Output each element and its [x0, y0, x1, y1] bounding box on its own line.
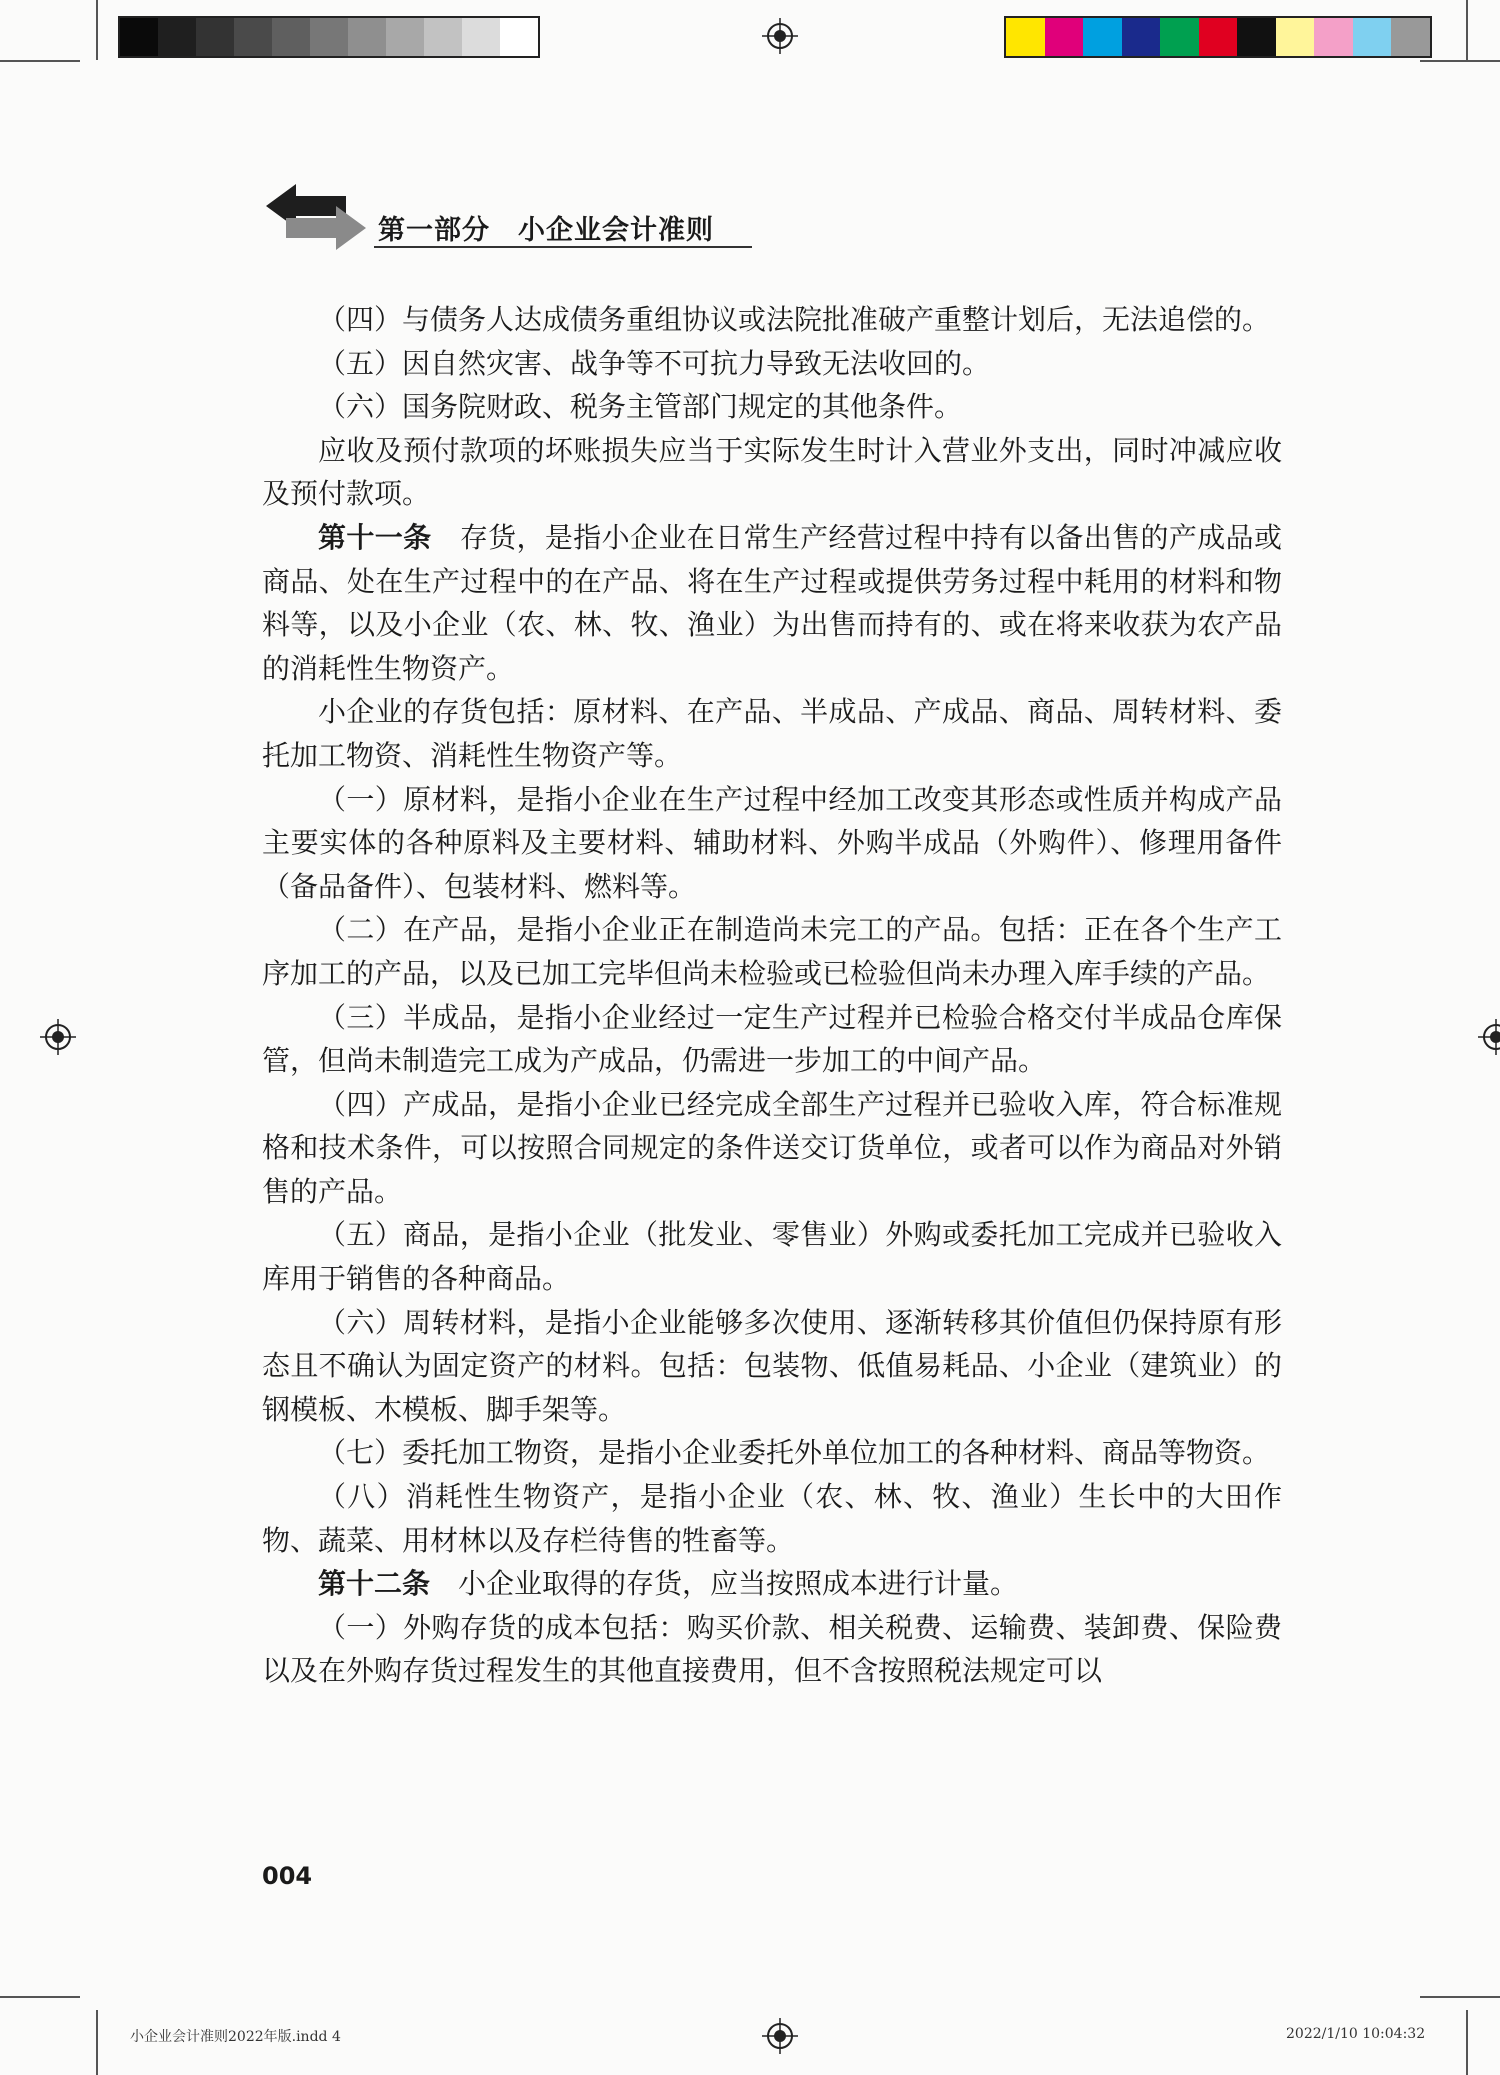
calibration-swatch	[120, 18, 158, 56]
calibration-swatch	[1391, 18, 1430, 56]
paragraph-text: 小企业的存货包括：原材料、在产品、半成品、产成品、商品、周转材料、委托加工物资、消耗性生物资产等。	[262, 695, 1282, 772]
crop-mark	[0, 60, 80, 62]
calibration-swatch	[272, 18, 310, 56]
calibration-swatch	[1160, 18, 1199, 56]
calibration-swatch	[158, 18, 196, 56]
calibration-swatch	[1276, 18, 1315, 56]
paragraph	[262, 1562, 1282, 1606]
article-number: 第十二条	[318, 1567, 431, 1601]
paragraph-text: （六）国务院财政、税务主管部门规定的其他条件。	[318, 390, 963, 424]
calibration-swatch	[1006, 18, 1045, 56]
crop-mark	[1466, 0, 1468, 60]
paragraph-text: 应收及预付款项的坏账损失应当于实际发生时计入营业外支出，同时冲减应收及预付款项。	[262, 433, 1282, 511]
calibration-swatch	[1353, 18, 1392, 56]
paragraph	[262, 1431, 1282, 1475]
color-calibration-strip	[1004, 16, 1432, 58]
paragraph	[262, 1301, 1282, 1432]
calibration-swatch	[1122, 18, 1161, 56]
crop-mark	[1466, 2010, 1468, 2075]
paragraph-text: （五）商品，是指小企业（批发业、零售业）外购或委托加工完成并已验收入库用于销售的各种商品。	[262, 1218, 1282, 1296]
slug-filename: 小企业会计准则2022年版.indd 4	[130, 2029, 341, 2045]
paragraph-text: （五）因自然灾害、战争等不可抗力导致无法收回的。	[318, 346, 991, 380]
registration-mark-icon	[40, 1019, 76, 1055]
registration-mark-icon	[1478, 1019, 1500, 1055]
paragraph	[262, 1475, 1282, 1562]
calibration-swatch	[196, 18, 234, 56]
paragraph-text: （一）外购存货的成本包括：购买价款、相关税费、运输费、装卸费、保险费以及在外购存货过程发生的其他直接费用，但不含按照税法规定可以	[262, 1610, 1282, 1688]
calibration-swatch	[234, 18, 272, 56]
running-header	[262, 180, 782, 260]
paragraph	[262, 342, 1282, 386]
calibration-swatch	[424, 18, 462, 56]
paragraph	[262, 996, 1282, 1083]
calibration-swatch	[462, 18, 500, 56]
calibration-swatch	[1314, 18, 1353, 56]
paragraph	[262, 1083, 1282, 1214]
paragraph	[262, 908, 1282, 995]
paragraph-text: （四）与债务人达成债务重组协议或法院批准破产重整计划后，无法追偿的。	[318, 303, 1271, 336]
calibration-swatch	[1237, 18, 1276, 56]
paragraph	[262, 385, 1282, 429]
crop-mark	[0, 1996, 80, 1998]
page-number: 004	[262, 1862, 313, 1890]
paragraph	[262, 429, 1282, 516]
part-title: 第一部分 小企业会计准则	[378, 215, 714, 246]
crop-mark	[1420, 60, 1500, 62]
paragraph-text: （六）周转材料，是指小企业能够多次使用、逐渐转移其价值但仍保持原有形态且不确认为固定资产的材料。包括：包装物、低值易耗品、小企业（建筑业）的钢模板、木模板、脚手架等。	[262, 1305, 1282, 1426]
article-number: 第十一条	[318, 520, 432, 554]
paragraph-text: 小企业取得的存货，应当按照成本进行计量。	[430, 1567, 1019, 1601]
paragraph-text: 存货，是指小企业在日常生产经营过程中持有以备出售的产成品或商品、处在生产过程中的在产品、将在生产过程或提供劳务过程中耗用的材料和物料等，以及小企业（农、林、牧、渔业）为出售而持有的、或在将来收获为农产品的消耗性生物资产。	[262, 520, 1282, 685]
paragraph	[262, 690, 1282, 777]
paragraph	[262, 1606, 1282, 1693]
calibration-swatch	[386, 18, 424, 56]
header-underline	[374, 246, 752, 248]
paragraph-text: （四）产成品，是指小企业已经完成全部生产过程并已验收入库，符合标准规格和技术条件，可以按照合同规定的条件送交订货单位，或者可以作为商品对外销售的产品。	[262, 1087, 1282, 1208]
registration-mark-icon	[762, 18, 798, 54]
crop-mark	[96, 2010, 98, 2075]
crop-mark	[96, 0, 98, 60]
paragraph-text: （八）消耗性生物资产，是指小企业（农、林、牧、渔业）生长中的大田作物、蔬菜、用材林以及存栏待售的牲畜等。	[262, 1480, 1282, 1557]
calibration-swatch	[1083, 18, 1122, 56]
paragraph	[262, 778, 1282, 909]
calibration-swatch	[310, 18, 348, 56]
paragraph-text: （七）委托加工物资，是指小企业委托外单位加工的各种材料、商品等物资。	[318, 1436, 1271, 1470]
body-text	[262, 298, 1282, 1693]
calibration-swatch	[1199, 18, 1238, 56]
double-arrow-icon	[262, 180, 372, 252]
calibration-swatch	[348, 18, 386, 56]
slug-datetime: 2022/1/10 10:04:32	[1286, 2026, 1426, 2042]
paragraph	[262, 1213, 1282, 1300]
calibration-swatch	[1045, 18, 1084, 56]
grayscale-calibration-strip	[118, 16, 540, 58]
paragraph-text: （一）原材料，是指小企业在生产过程中经加工改变其形态或性质并构成产品主要实体的各种原料及主要材料、辅助材料、外购半成品（外购件）、修理用备件（备品备件）、包装材料、燃料等。	[262, 782, 1282, 903]
paragraph-text: （三）半成品，是指小企业经过一定生产过程并已检验合格交付半成品仓库保管，但尚未制造完工成为产成品，仍需进一步加工的中间产品。	[262, 1000, 1282, 1078]
paragraph	[262, 516, 1282, 690]
paragraph	[262, 298, 1282, 342]
crop-mark	[1420, 1996, 1500, 1998]
calibration-swatch	[500, 18, 538, 56]
paragraph-text: （二）在产品，是指小企业正在制造尚未完工的产品。包括：正在各个生产工序加工的产品，以及已加工完毕但尚未检验或已检验但尚未办理入库手续的产品。	[262, 913, 1282, 990]
registration-mark-icon	[762, 2018, 798, 2054]
